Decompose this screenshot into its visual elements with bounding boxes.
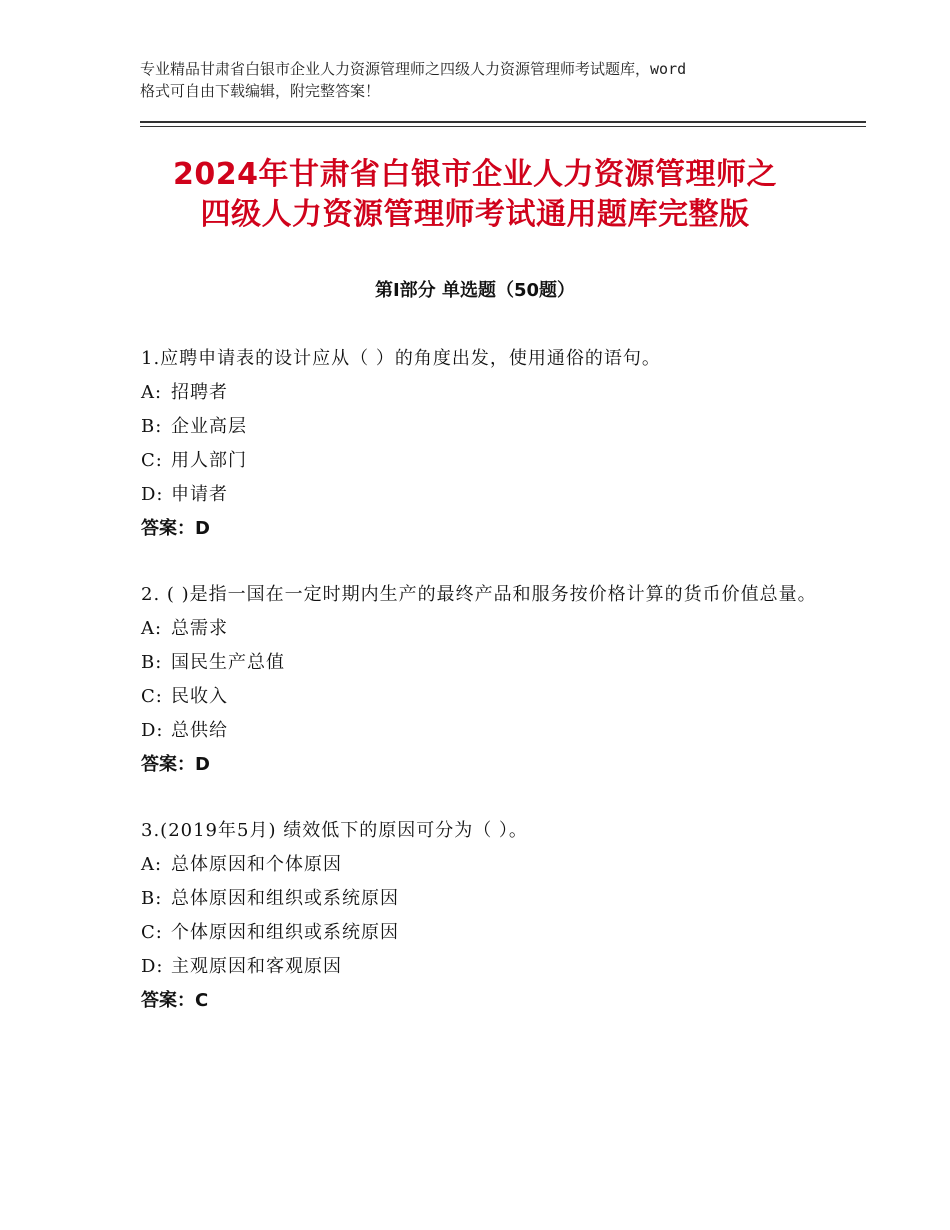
header-note-line-2: 格式可自由下载编辑，附完整答案！	[140, 82, 381, 100]
option-b	[141, 646, 821, 680]
option-key: A:	[141, 382, 163, 403]
answer-label: 答案：	[141, 990, 195, 1011]
header-rule-thin	[140, 126, 866, 127]
option-b	[141, 882, 821, 916]
option-a	[141, 376, 821, 410]
option-key: B:	[141, 652, 163, 673]
option-text: 总需求	[171, 618, 228, 639]
answer-line	[141, 748, 821, 782]
question-list	[141, 342, 821, 1050]
option-key: C:	[141, 686, 163, 707]
question-stem: 3.(2019年5月) 绩效低下的原因可分为（ ）。	[141, 820, 528, 841]
question-3	[141, 814, 821, 1018]
option-c	[141, 680, 821, 714]
header-note-line-1: 专业精品甘肃省白银市企业人力资源管理师之四级人力资源管理师考试题库，word	[140, 60, 687, 78]
option-key: C:	[141, 450, 163, 471]
option-key: D:	[141, 484, 164, 505]
option-text: 总体原因和组织或系统原因	[171, 888, 399, 909]
document-title-line-2: 四级人力资源管理师考试通用题库完整版	[200, 197, 750, 232]
answer-value: C	[195, 990, 209, 1011]
question-1	[141, 342, 821, 546]
option-text: 申请者	[171, 484, 228, 505]
option-text: 个体原因和组织或系统原因	[171, 922, 399, 943]
option-d	[141, 950, 821, 984]
option-key: A:	[141, 854, 163, 875]
answer-line	[141, 984, 821, 1018]
option-text: 民收入	[171, 686, 228, 707]
option-key: B:	[141, 416, 163, 437]
option-b	[141, 410, 821, 444]
option-key: B:	[141, 888, 163, 909]
section-heading: 第Ⅰ部分 单选题（50题）	[374, 280, 575, 301]
option-text: 用人部门	[171, 450, 247, 471]
option-key: A:	[141, 618, 163, 639]
option-text: 主观原因和客观原因	[171, 956, 342, 977]
document-title-line-1: 2024年甘肃省白银市企业人力资源管理师之	[173, 157, 777, 192]
option-text: 总供给	[171, 720, 228, 741]
answer-line	[141, 512, 821, 546]
question-2	[141, 578, 821, 782]
document-title	[100, 155, 850, 235]
answer-value: D	[195, 518, 210, 539]
option-text: 企业高层	[171, 416, 247, 437]
option-text: 总体原因和个体原因	[171, 854, 342, 875]
option-a	[141, 848, 821, 882]
option-key: D:	[141, 720, 164, 741]
option-d	[141, 714, 821, 748]
answer-label: 答案：	[141, 754, 195, 775]
option-key: D:	[141, 956, 164, 977]
option-a	[141, 612, 821, 646]
answer-value: D	[195, 754, 210, 775]
question-stem: 1.应聘申请表的设计应从（ ）的角度出发，使用通俗的语句。	[141, 348, 661, 369]
option-key: C:	[141, 922, 163, 943]
option-d	[141, 478, 821, 512]
option-c	[141, 916, 821, 950]
option-c	[141, 444, 821, 478]
option-text: 国民生产总值	[171, 652, 285, 673]
question-stem: 2. ( )是指一国在一定时期内生产的最终产品和服务按价格计算的货币价值总量。	[141, 584, 817, 605]
header-rule-thick	[140, 121, 866, 123]
answer-label: 答案：	[141, 518, 195, 539]
option-text: 招聘者	[171, 382, 228, 403]
header-note	[140, 58, 830, 102]
